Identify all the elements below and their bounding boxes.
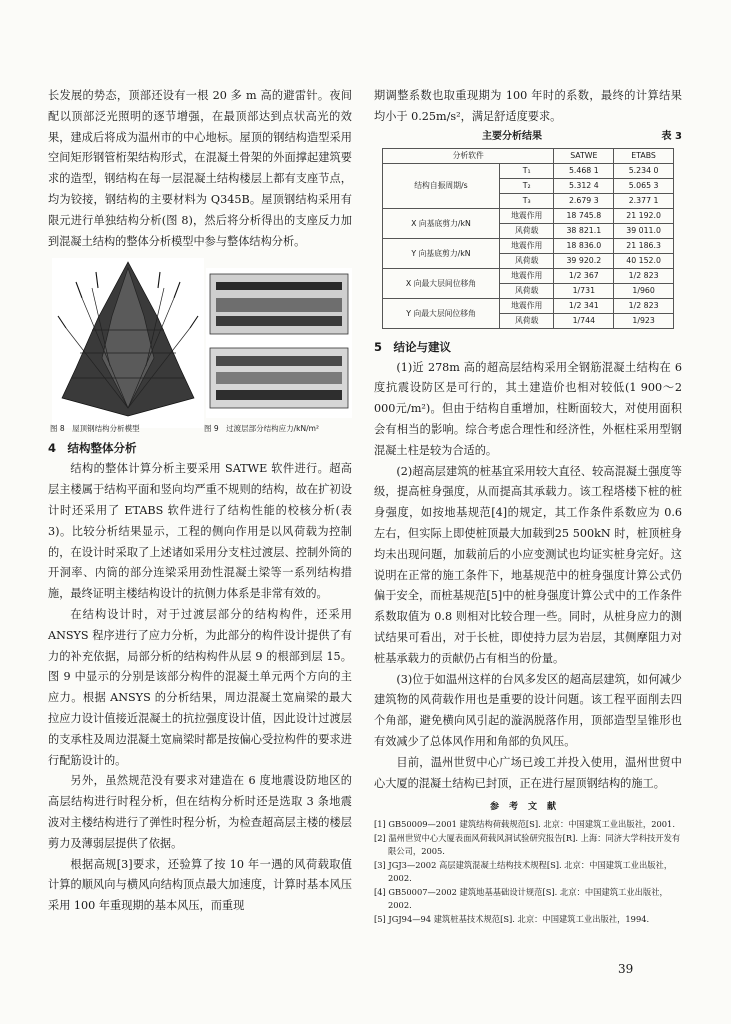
- etabs-value: 21 192.0: [614, 208, 674, 223]
- table-header-row: [383, 148, 674, 163]
- row-label: 地震作用: [500, 268, 554, 283]
- intro-paragraph: 长发展的势态，顶部还设有一根 20 多 m 高的避雷针。夜间配以顶部泛光照明的逐节增强，在最顶部达到点状高光的效果，建成后将成为温州市的中心地标。屋顶的钢结构造型采用空间矩形钢管桁架结构形式，在混凝土骨架的外面撑起建筑要求的造型，钢结构在每一层混凝土结构楼层上都有支座节点，均为铰接，钢结构的主要材料为 Q345B。屋顶钢结构采用有限元进行单独结构分析(图 8)，然后将分析得出的支座反力加到混凝土结构的整体分析模型中参与整体结构分析。: [48, 89, 352, 248]
- left-column: [48, 86, 352, 917]
- satwe-value: 5.468 1: [554, 163, 614, 178]
- analysis-results-table: [382, 148, 674, 329]
- satwe-value: 1/2 341: [554, 298, 614, 313]
- table-3-number: 表 3: [661, 130, 682, 142]
- references-heading: 参考文献: [489, 802, 566, 813]
- continuation-paragraph: 期调整系数也取重现期为 100 年时的系数，最终的计算结果均小于 0.25m/s²，满足舒适度要求。: [374, 89, 682, 123]
- section-5-paragraph-1: (1)近 278m 高的超高层结构采用全钢筋混凝土结构在 6 度抗震设防区是可行的，其土建造价也相对较低(1 900～2 000元/m²)。但由于结构自重增加，柱断面较大，对使用面积会有相当的影响。综合考虑合理性和经济性，外框柱采用型钢混凝土柱是较为合适的。: [374, 360, 682, 457]
- row-label: 风荷载: [500, 223, 554, 238]
- reference-item: [2] 温州世贸中心大厦表面风荷载风洞试验研究报告[R]. 上海：同济大学科技开发有限公司，2005.: [374, 833, 681, 857]
- etabs-value: 1/2 823: [614, 298, 674, 313]
- etabs-value: 21 186.3: [614, 238, 674, 253]
- section-5-paragraph-2: (2)超高层建筑的桩基宜采用较大直径、较高混凝土强度等级，提高桩身强度，从而提高其承载力。该工程塔楼下桩的桩身强度，如按地基规范[4]的规定，其工作条件系数应为 0.6 左右，但实际上即使桩顶最大加载到25 500kN 时，桩顶桩身均未出现问题，加载前后的小应变测试也均证实桩身完好。这说明在正常的施工条件下，地基规范中的桩身强度计算公式仍偏于安全，而桩基规范[5]中的桩身强度计算公式中的工作条件系数取值为 0.8 则相对比较合理一些。同时，从桩身应力的测试结果可看出，对于长桩，即使持力层为岩层，其侧摩阻力对桩基承载力的贡献仍占有相当的份量。: [374, 464, 682, 665]
- row-label: 风荷载: [500, 283, 554, 298]
- table-row: [383, 238, 674, 253]
- table-row: [383, 298, 674, 313]
- header-software: 分析软件: [383, 148, 554, 163]
- fig9-caption: 图 9 过渡层部分结构应力/kN/m²: [204, 424, 319, 434]
- etabs-value: 1/923: [614, 313, 674, 328]
- satwe-value: 18 836.0: [554, 238, 614, 253]
- header-etabs: ETABS: [614, 148, 674, 163]
- satwe-value: 18 745.8: [554, 208, 614, 223]
- satwe-value: 1/731: [554, 283, 614, 298]
- etabs-value: 2.377 1: [614, 193, 674, 208]
- reference-list: [374, 818, 682, 926]
- etabs-value: 40 152.0: [614, 253, 674, 268]
- satwe-value: 1/744: [554, 313, 614, 328]
- row-label: 风荷载: [500, 313, 554, 328]
- group-label: X 向基底剪力/kN: [383, 208, 500, 238]
- header-satwe: SATWE: [554, 148, 614, 163]
- reference-item: [4] GB50007—2002 建筑地基基础设计规范[S]. 北京：中国建筑工业出版社，2002.: [374, 887, 668, 911]
- group-label: X 向最大层间位移角: [383, 268, 500, 298]
- row-label: 风荷载: [500, 253, 554, 268]
- row-label: 地震作用: [500, 298, 554, 313]
- section-4-paragraph-2: 在结构设计时，对于过渡层部分的结构构件，还采用 ANSYS 程序进行了应力分析，为此部分的构件设计提供了有力的补充依据，局部分析的结构构件从层 9 的根部到层 15。图 9 中显示的分别是该部分构件的混凝土单元两个方向的主应力。根据 ANSYS 的分析结果，周边混凝土宽扁梁的最大拉应力设计值接近混凝土的抗拉强度设计值，因此设计过渡层的支承柱及周边混凝土宽扁梁时都是按偏心受拉构件的要求进行配筋设计的。: [48, 607, 352, 767]
- etabs-value: 5.065 3: [614, 178, 674, 193]
- section-5-paragraph-4: 目前，温州世贸中心广场已竣工并投入使用，温州世贸中心大厦的混凝土结构已封顶，正在进行屋顶钢结构的施工。: [374, 755, 682, 790]
- right-column: [374, 86, 682, 927]
- satwe-value: 2.679 3: [554, 193, 614, 208]
- etabs-value: 39 011.0: [614, 223, 674, 238]
- table-3-title: 主要分析结果: [482, 130, 542, 142]
- satwe-value: 5.312 4: [554, 178, 614, 193]
- satwe-value: 1/2 367: [554, 268, 614, 283]
- period-group-label: 结构自振周期/s: [383, 163, 500, 208]
- etabs-value: 1/960: [614, 283, 674, 298]
- fig8-caption: 图 8 屋顶钢结构分析模型: [50, 424, 140, 434]
- page-number: 39: [618, 962, 634, 976]
- table-3-title-row: [374, 130, 682, 144]
- reference-item: [3] JGJ3—2002 高层建筑混凝土结构技术规程[S]. 北京：中国建筑工业出版社，2002.: [374, 860, 673, 884]
- reference-item: [1] GB50009—2001 建筑结构荷载规范[S]. 北京：中国建筑工业出版社，2001.: [374, 819, 675, 830]
- satwe-value: 38 821.1: [554, 223, 614, 238]
- section-5-heading: 5 结论与建议: [374, 339, 452, 354]
- figures-8-9: [48, 258, 352, 528]
- group-label: Y 向基底剪力/kN: [383, 238, 500, 268]
- table-row: [383, 268, 674, 283]
- row-label: T₂: [500, 178, 554, 193]
- section-4-paragraph-1: 结构的整体计算分析主要采用 SATWE 软件进行。超高层主楼属于结构平面和竖向均严重不规则的结构，故在扩初设计时还采用了 ETABS 软件进行了结构性能的校核分析(表 3)。比较分析结果显示，工程的侧向作用是以风荷载为控制的，在设计时采取了上述诸如采用分支柱过渡层、控制外筒的开洞率、内筒的部分连梁采用劲性混凝土梁等一系列结构措施，最终证明主楼结构设计的抗侧力体系是非常有效的。: [48, 462, 352, 601]
- row-label: 地震作用: [500, 208, 554, 223]
- section-4-paragraph-4: 根据高规[3]要求，还验算了按 10 年一遇的风荷载取值计算的顺风向与横风向结构顶点最大加速度，计算时基本风压采用 100 年重现期的基本风压，而重现: [48, 857, 352, 913]
- reference-item: [5] JGJ94—94 建筑桩基技术规范[S]. 北京：中国建筑工业出版社，1994.: [374, 914, 650, 925]
- transfer-floor-stress-figure: [206, 268, 352, 418]
- etabs-value: 5.234 0: [614, 163, 674, 178]
- table-row: [383, 208, 674, 223]
- section-4-heading: 4 结构整体分析: [48, 441, 137, 456]
- section-5-paragraph-3: (3)位于如温州这样的台风多发区的超高层建筑，如何减少建筑物的风荷载作用也是重要的设计问题。该工程平面削去四个角部，避免横向风引起的漩涡脱落作用，顶部造型呈锥形也有效减少了总体风作用和角部的负风压。: [374, 672, 682, 748]
- row-label: T₃: [500, 193, 554, 208]
- row-label: 地震作用: [500, 238, 554, 253]
- satwe-value: 39 920.2: [554, 253, 614, 268]
- section-4-paragraph-3: 另外，虽然规范没有要求对建造在 6 度地震设防地区的高层结构进行时程分析，但在结构分析时还是选取 3 条地震波对主楼结构进行了弹性时程分析，为检查超高层主楼的楼层剪力及薄弱层提供了依据。: [48, 774, 352, 850]
- group-label: Y 向最大层间位移角: [383, 298, 500, 328]
- table-row: [383, 163, 674, 178]
- etabs-value: 1/2 823: [614, 268, 674, 283]
- roof-steel-model-figure: [52, 258, 204, 428]
- row-label: T₁: [500, 163, 554, 178]
